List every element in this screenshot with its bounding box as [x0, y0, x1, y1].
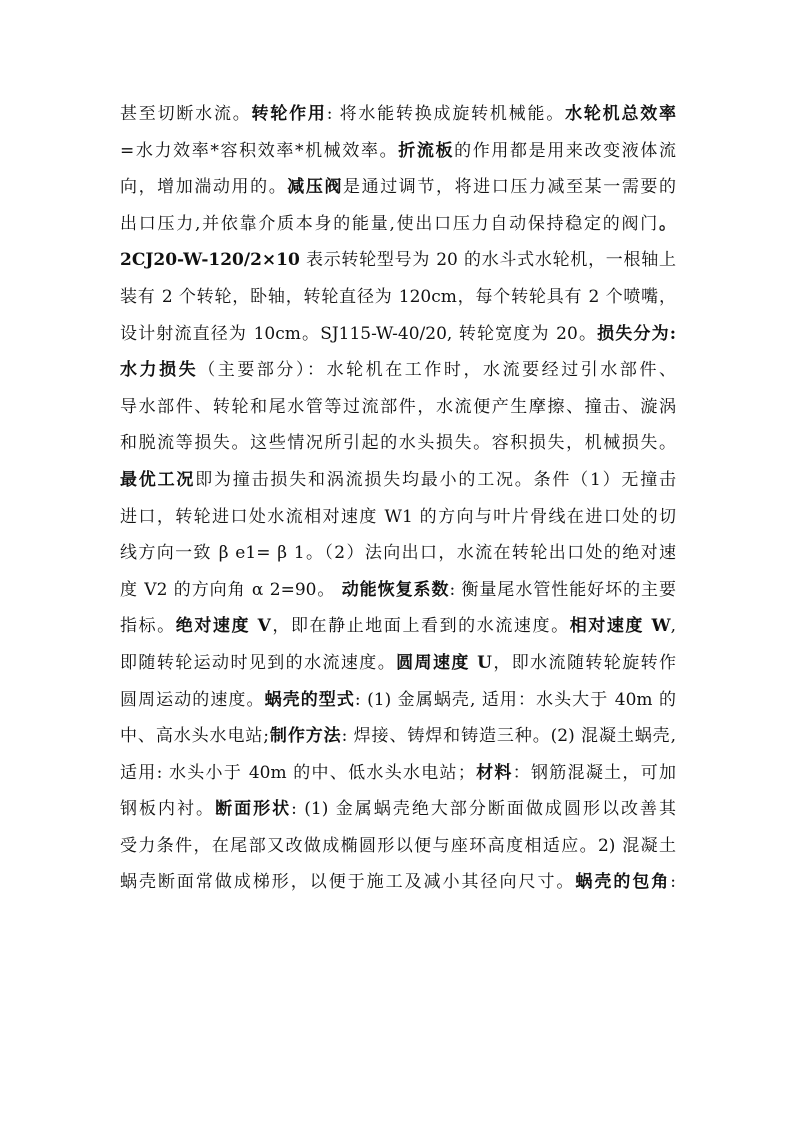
text-run: （主要部分）：水轮机在工作时，水流要经过引水部件、	[198, 360, 677, 381]
text-run: 甚至切断水流。	[120, 104, 252, 124]
text-line	[120, 499, 676, 536]
text-line	[120, 425, 676, 462]
text-run: ：钢筋混凝土，可加	[512, 762, 676, 783]
bold-term: 最优工况	[120, 469, 196, 490]
text-run: 装有 2 个转轮，卧轴，转轮直径为 120cm，每个转轮具有 2 个喷嘴，	[120, 286, 676, 307]
text-run: 线方向一致 β e1= β 1。（2）法向出口，水流在转轮出口处的绝对速	[120, 543, 676, 564]
text-line	[120, 96, 676, 133]
text-line	[120, 206, 676, 243]
text-run: ，即在静止地面上看到的水流速度。	[270, 616, 570, 637]
bold-term: 绝对速度 V	[175, 616, 271, 637]
text-run: ,	[670, 616, 677, 637]
text-run: 和脱流等损失。这些情况所引起的水头损失。容积损失，机械损失。	[120, 433, 676, 454]
text-line	[120, 242, 676, 279]
text-run: : 衡量尾水管性能好坏的主要	[449, 579, 676, 600]
bold-term: 水力损失	[120, 360, 199, 381]
bold-term: 转轮作用	[251, 104, 327, 124]
text-run: 受力条件，在尾部又改做成椭圆形以便与座环高度相适应。2) 混凝土	[120, 835, 676, 856]
bold-term: 制作方法	[269, 726, 342, 747]
text-line	[120, 462, 676, 499]
bold-term: 。	[659, 213, 676, 234]
text-run: : 焊接、铸焊和铸造三种。(2) 混凝土蜗壳,	[341, 726, 676, 747]
text-line	[120, 864, 676, 901]
text-run: 进口，转轮进口处水流相对速度 W1 的方向与叶片骨线在进口处的切	[120, 506, 676, 527]
bold-term: 折流板	[398, 140, 455, 161]
text-line	[120, 791, 676, 828]
bold-term: 圆周速度 U	[396, 652, 492, 673]
text-run: 出口压力,并依靠介质本身的能量,使出口压力自动保持稳定的阀门	[120, 213, 659, 234]
bold-term: 蜗壳的型式	[264, 689, 355, 710]
text-run: 导水部件、转轮和尾水管等过流部件，水流便产生摩擦、撞击、漩涡	[120, 396, 676, 417]
text-line	[120, 279, 676, 316]
document-page	[120, 96, 676, 901]
text-line	[120, 718, 676, 755]
text-line	[120, 169, 676, 206]
text-line	[120, 572, 676, 609]
text-run: : 将水能转换成旋转机械能。	[326, 104, 566, 124]
bold-term: 相对速度 W	[569, 616, 671, 637]
text-run: 的作用都是用来改变液体流	[454, 140, 676, 161]
text-line	[120, 535, 676, 572]
text-run: 是通过调节，将进口压力减至某一需要的	[343, 177, 677, 198]
text-line	[120, 828, 676, 865]
text-run: 设计射流直径为 10cm。SJ115-W-40/20, 转轮宽度为 20。	[120, 323, 598, 344]
text-line	[120, 608, 676, 645]
text-run: 表示转轮型号为 20 的水斗式水轮机，一根轴上	[299, 250, 676, 271]
text-run: 度 V2 的方向角 α 2=90。	[120, 579, 342, 600]
text-run: 指标。	[120, 616, 176, 637]
text-run: 圆周运动的速度。	[120, 689, 265, 710]
bold-term: 断面形状	[215, 799, 292, 820]
text-line	[120, 133, 676, 170]
text-line	[120, 316, 676, 353]
text-run: =水力效率*容积效率*机械效率。	[120, 140, 399, 161]
text-run: :	[670, 872, 677, 893]
bold-term: 动能恢复系数	[341, 579, 450, 600]
text-run: 蜗壳断面常做成梯形，以便于施工及减小其径向尺寸。	[120, 872, 576, 893]
text-run: : (1) 金属蜗壳绝大部分断面做成圆形以改善其	[291, 799, 677, 820]
bold-term: 2CJ20-W-120/2×10	[120, 250, 300, 271]
bold-term: 蜗壳的包角	[575, 872, 671, 893]
text-run: : (1) 金属蜗壳, 适用：水头大于 40m 的	[354, 689, 677, 710]
text-line	[120, 755, 676, 792]
text-run: 中、高水头水电站;	[120, 726, 270, 747]
text-run: ，即水流随转轮旋转作	[491, 652, 677, 673]
bold-term: 减压阀	[287, 177, 344, 198]
text-line	[120, 389, 676, 426]
bold-term: 水轮机总效率	[565, 104, 677, 124]
text-run: 向，增加湍动用的。	[120, 177, 288, 198]
text-line	[120, 352, 676, 389]
text-line	[120, 682, 676, 719]
text-run: 钢板内衬。	[120, 799, 216, 820]
bold-term: 损失分为:	[597, 323, 676, 344]
text-run: 即随转轮运动时见到的水流速度。	[120, 652, 397, 673]
text-run: 适用: 水头小于 40m 的中、低水头水电站；	[120, 762, 475, 783]
text-run: 即为撞击损失和涡流损失均最小的工况。条件（1）无撞击	[195, 469, 676, 490]
text-line	[120, 645, 676, 682]
bold-term: 材料	[474, 762, 513, 783]
